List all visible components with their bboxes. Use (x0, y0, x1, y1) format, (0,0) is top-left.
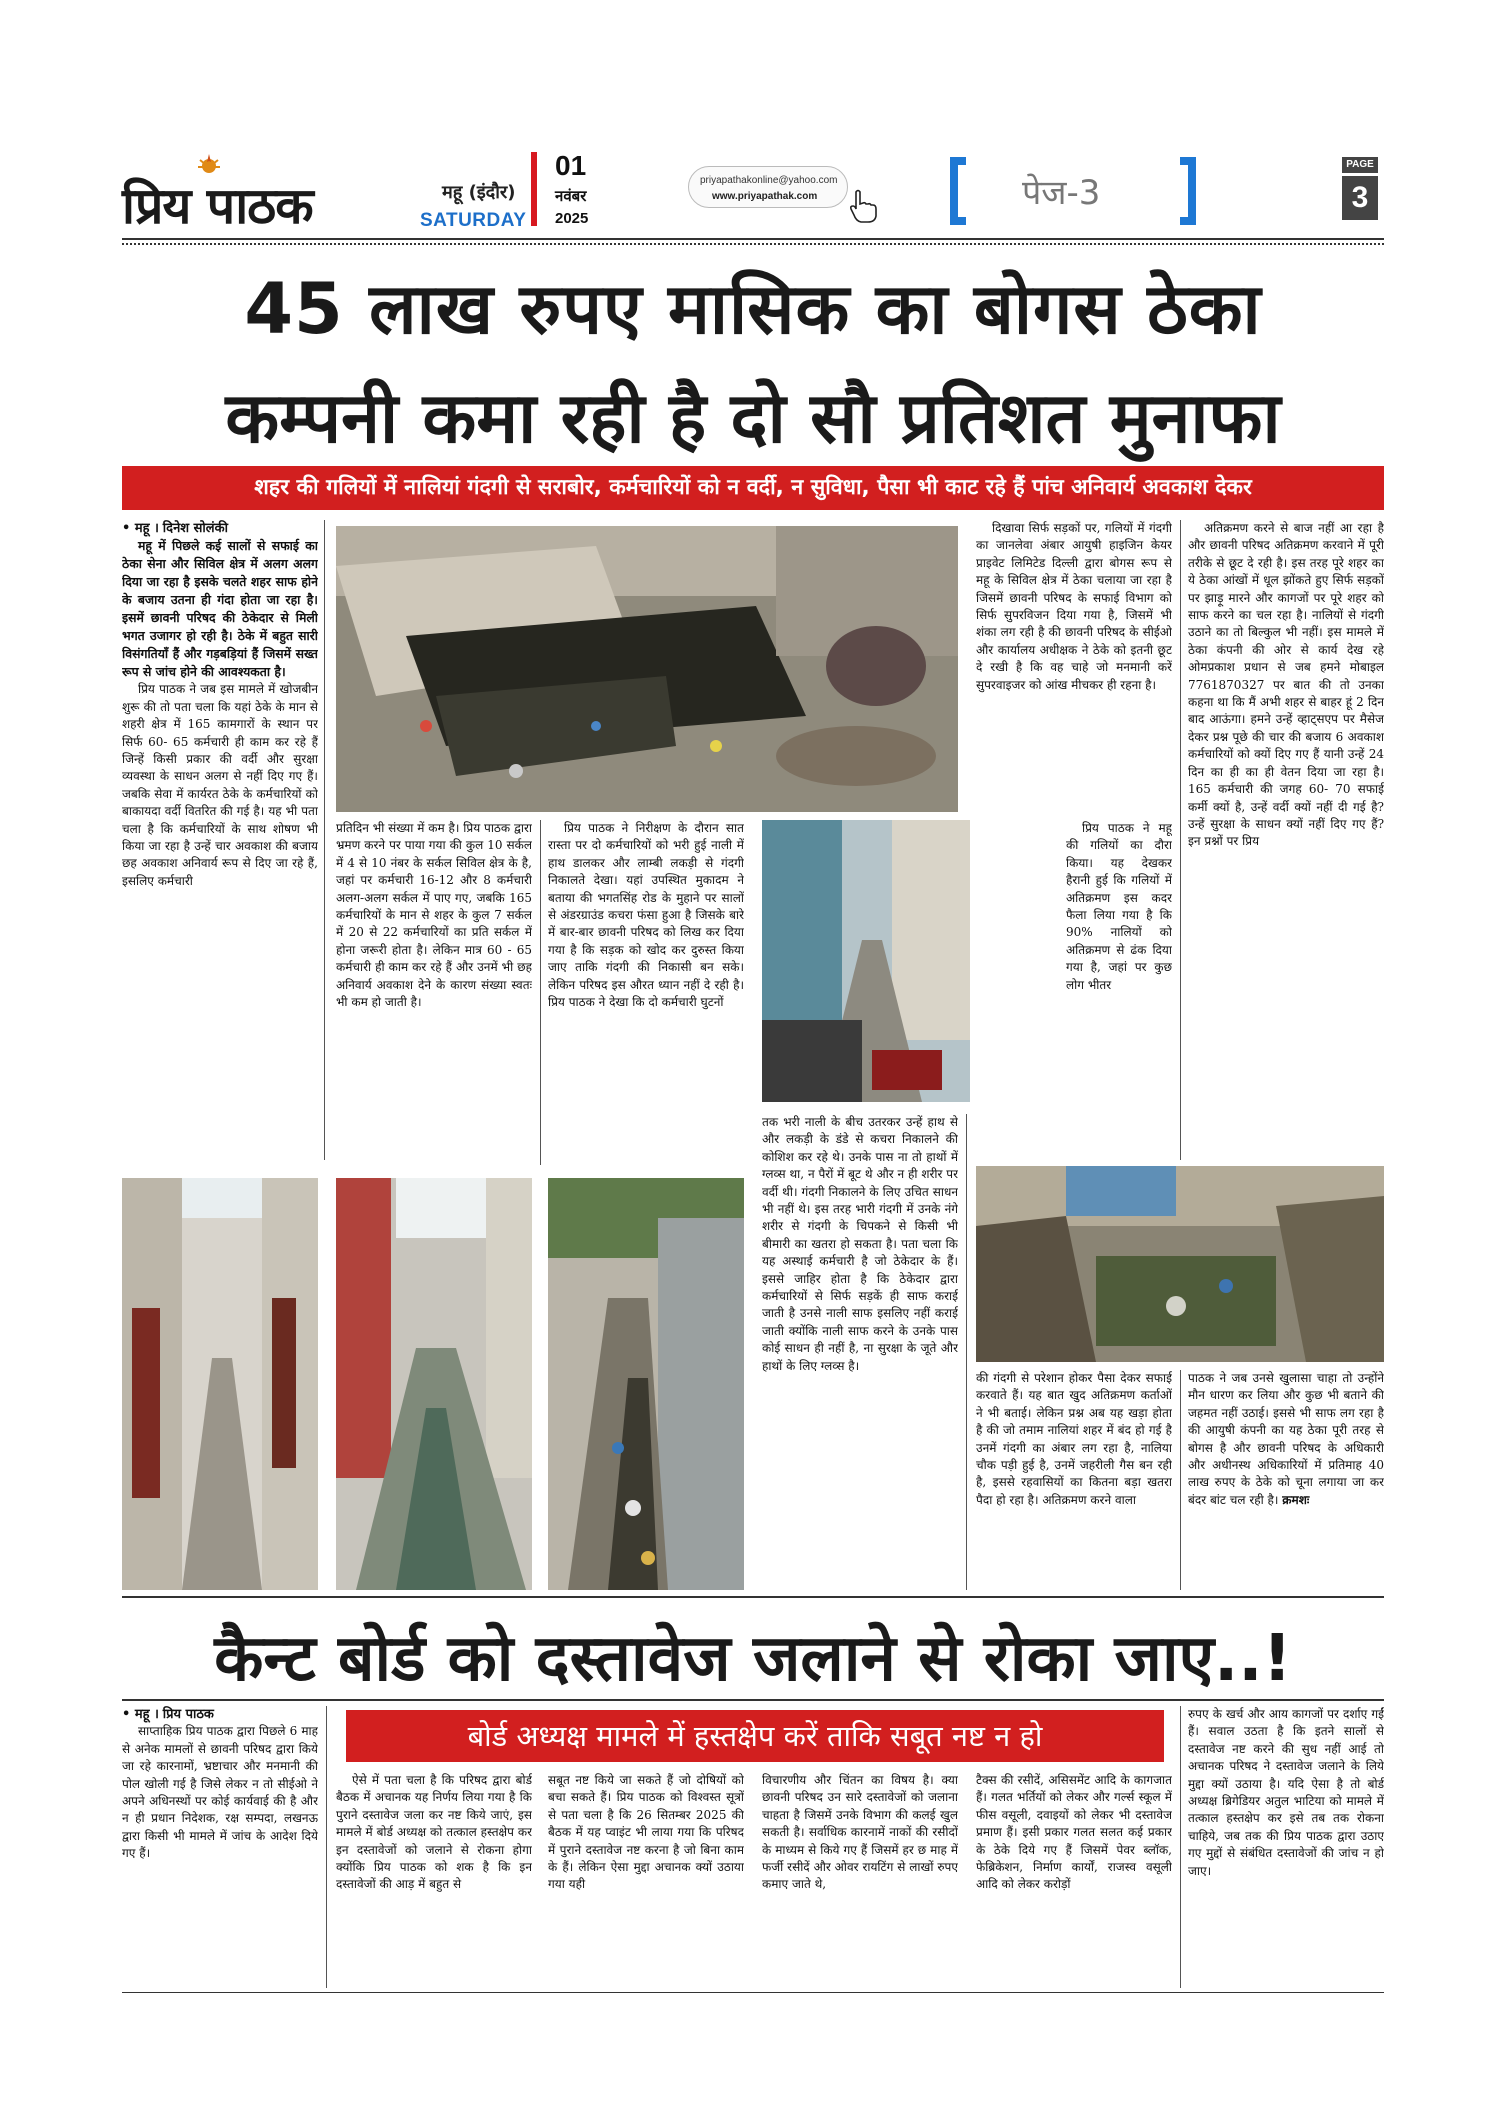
page-tab-number: 3 (1342, 176, 1378, 220)
edition-month: नवंबर (555, 187, 587, 205)
narrow-alley-photo (122, 1178, 318, 1590)
story1-lead: महू में पिछले कई सालों से सफाई का ठेका सेना और सिविल क्षेत्र में अलग अलग दिया जा रहा है इसके चलते शहर साफ होने के बजाय उतना ही गंदा होता जा रहा है। इसमें छावनी परिषद की ठेकेदार से मिली भगत उजागर हो रही है। ठेके में बहुत सारी विसंगतियाँ हैं और गड़बड़ियां हैं जिसमें सख्त रूप से जांच होने की आवश्यकता है। (122, 538, 318, 680)
masthead-rule (122, 238, 1384, 240)
story1-col4-narrow: प्रिय पाठक ने महू की गलियों का दौरा किया। यह देखकर हैरानी हुई कि गलियों में अतिक्रमण इस कदर फैला लिया गया है कि 90% नालियों को अतिक्रमण से ढंक दिया गया है, जहां पर कुछ लोग भीतर (1066, 821, 1172, 992)
story2-column-3 (548, 1772, 744, 1988)
continued-marker: क्रमशः (1282, 1492, 1310, 1507)
story2-column-2 (336, 1772, 532, 1988)
byline-place: • महू । (122, 1707, 159, 1722)
story1-col1-body: प्रिय पाठक ने जब इस मामले में खोजबीन शुरू की तो पता चला कि यहां ठेके के मान से शहरी क्षेत्र में 165 कामगारों के स्थान पर सिर्फ 60- 65 कर्मचारी ही काम कर रहे हैं जिन्हें किसी प्रकार की वर्दी और सुरक्षा व्यवस्था के साधन अलग से नहीं दिए गए हैं। जबकि सेवा में कार्यरत ठेके के कर्मचारियों को बाकायदा वर्दी वितरित की गई है। यह भी पता चला है कि कर्मचारियों के साथ शोषण भी किया जा रहा है उन्हें चार अवकाश की बजाय छह अवकाश अनिवार्य रूप से दिए जा रहे हैं, इसलिए कर्मचारी (122, 682, 318, 888)
story2-column-1 (122, 1706, 318, 1988)
pointing-hand-icon (846, 188, 880, 224)
column-rule (540, 820, 541, 1165)
edition-year: 2025 (555, 210, 589, 227)
page-bracket-right (1180, 157, 1196, 225)
section-rule (122, 1596, 1384, 1598)
page-bottom-rule (122, 1992, 1384, 1993)
story1-column-1 (122, 520, 318, 1160)
column-rule (1180, 1370, 1181, 1590)
column-rule (1180, 520, 1181, 1160)
story2-col5: टैक्स की रसीदें, असिसमेंट आदि के कागजात हैं। गलत भर्तियों को लेकर और गर्ल्स स्कूल में फीस वसूली, दवाइयों को लेकर भी दस्तावेज प्रमाण हैं। इसी प्रकार गलत सलत कई प्रकार के ठेके दिये गए हैं जिसमें पेवर ब्लॉक, फेब्रिकेशन, निर्माण कार्यों, राजस्व वसूली आदि को लेकर करोड़ों (976, 1773, 1172, 1892)
story1-col5-bottom-right: पाठक ने जब उनसे खुलासा चाहा तो उन्होंने मौन धारण कर लिया और कुछ भी बताने की जहमत नहीं उठाई। इससे भी साफ लग रहा है की आयुषी कंपनी का यह ठेका पूरी तरह से बोगस है और छावनी परिषद के अधिकारी और अधीनस्थ अधिकारियों में प्रतिमाह 40 लाख रुपए के ठेके को चूना लगाया जा कर बंदर बांट चल रही है। (1188, 1371, 1384, 1507)
story2-headline: कैन्ट बोर्ड को दस्तावेज जलाने से रोका जाए..! (214, 1622, 1292, 1696)
column-rule (1180, 1706, 1181, 1988)
story2-strapline: बोर्ड अध्यक्ष मामले में हस्तक्षेप करें ताकि सबूत नष्ट न हो (346, 1710, 1164, 1762)
story2-column-4 (762, 1772, 958, 1988)
page-name: पेज-3 (1022, 173, 1101, 213)
drain-cleaning-photo (336, 526, 958, 812)
story1-column-5-bottom-right (1188, 1370, 1384, 1590)
column-rule (324, 520, 325, 1160)
story2-col6: रुपए के खर्च और आय कागजों पर दर्शाए गईं हैं। सवाल उठता है कि इतने सालों से दस्तावेज नष्ट करने की सुध नहीं आई तो अचानक परिषद ने दस्तावेज जलाने के लिये मुद्दा क्यों उठाया है। यदि ऐसा है तो बोर्ड अध्यक्ष ब्रिगेडियर अतुल भाटिया को मामले में तत्काल हस्तक्षेप कर इसे तब तक रोकना चाहिये, जब तक की प्रिय पाठक द्वारा उठाए गए मुद्दों से संबंधित दस्तावेजों की जांच न हो जाए। (1188, 1707, 1384, 1878)
story2-col4: विचारणीय और चिंतन का विषय है। क्या छावनी परिषद उन सारे दस्तावेजों को जलाना चाहता है जिसमें उनके विभाग की कलई खुल सकती है। सर्वाधिक कारनामें नाकों की रसीदों के माध्यम से किये गए हैं जिसमें हर छ माह में फर्जी रसीदें और ओवर रायटिंग से लाखों रुपए कमाए जाते थे, (762, 1773, 958, 1892)
story1-col4-mid: तक भरी नाली के बीच उतरकर उन्हें हाथ से और लकड़ी के डंडे से कचरा निकालने की कोशिश कर रहे थे। उनके पास ना तो हाथों में ग्लव्स था, न पैरों में बूट थे और न ही शरीर पर वर्दी थी। गंदगी निकालने के लिए उचित साधन भी नहीं थे। इस तरह भारी गंदगी में उनके नंगे शरीर से गंदगी के चिपकने से किसी भी बीमारी का खतरा हो सकता है। पता चला कि यह अस्थाई कर्मचारी है जो ठेकेदार के हैं। इससे जाहिर होता है कि ठेकेदार द्वारा कर्मचारियों से सिर्फ सड़कें ही साफ कराई जाती है उनसे नाली साफ इसलिए नहीं कराई जाती क्योंकि नाली साफ करने के उनके पास कोई साधन ही नहीं है, ना सुरक्षा के जूते और हाथों के लिए ग्लव्स है। (762, 1115, 958, 1373)
garbage-drain-alley-photo (548, 1178, 744, 1590)
story2-column-6 (1188, 1706, 1384, 1988)
edition-weekday: SATURDAY (420, 210, 527, 231)
story1-col5-bottom-left: की गंदगी से परेशान होकर पैसा देकर सफाई करवाते हैं। यह बात खुद अतिक्रमण कर्ताओं ने भी बताई। लेकिन प्रश्न अब यह खड़ा होता है की जो तमाम नालियां शहर में बंद हो गई है उनमें गंदगी का अंबार लग रहा है, नालिया चौक पड़ी हुई है, उनमें जहरीली गैस बन रही है, इससे रहवासियों का कितना बड़ा खतरा पैदा हो रहा है। अतिक्रमण करने वाला (976, 1371, 1172, 1507)
section-rule (122, 1699, 1384, 1701)
story2-column-5 (976, 1772, 1172, 1988)
story1-col5-top: अतिक्रमण करने से बाज नहीं आ रहा है और छावनी परिषद अतिक्रमण करवाने में पूरी तरीके से छूट दे रही है। इस तरह पूरे शहर का ये ठेका आंखों में धूल झोंकते हुए सिर्फ सड़कों पर झाड़ू मारने और कागजों पर पूरे शहर को साफ करने का चल रहा है। नालियों से गंदगी उठाने का तो बिल्कुल भी नहीं। इस मामले में ठेका कंपनी की ओर से कार्य देख रहे ओमप्रकाश प्रधान से जब हमने मोबाइल 7761870327 पर बात की तो उनका कहना था कि मैं अभी शहर से बाहर हूं 2 दिन बाद आऊंगा। हमने उन्हें व्हाट्सएप पर मैसेज देकर प्रश्न पूछे की चार की बजाय 6 अवकाश कर्मचारियों को क्यों दिए गए हैं यानी उन्हें 24 दिन का ही का ही वेतन दिया जा रहा है। 165 कर्मचारी की जगह 60- 70 सफाई कर्मी क्यों है, उन्हें वर्दी क्यों नहीं दी गई है? उन्हें सुरक्षा के साधन क्यों नहीं दिए गए हैं? इन प्रश्नों पर प्रिय (1188, 521, 1384, 849)
byline-author: दिनेश सोलंकी (162, 521, 228, 536)
contact-email[interactable]: priyapathakonline@yahoo.com (700, 175, 838, 186)
story1-strapline: शहर की गलियों में नालियां गंदगी से सराबोर, कर्मचारियों को न वर्दी, न सुविधा, पैसा भी काट रहे हैं पांच अनिवार्य अवकाश देकर (122, 466, 1384, 510)
story1-col2-body: प्रतिदिन भी संख्या में कम है। प्रिय पाठक द्वारा भ्रमण करने पर पाया गया की कुल 10 सर्कल में 4 से 10 नंबर के सर्कल सिविल क्षेत्र के है, जहां पर कर्मचारी 16-12 और 8 कर्मचारी अलग-अलग सर्कल में पाए गए, जबकि 165 कर्मचारियों के मान से शहर के कुल 7 सर्कल में 20 से 22 कर्मचारियों का प्रति सर्कल में होना जरूरी होता है। लेकिन मात्र 60 - 65 कर्मचारी ही काम कर रहे हैं और उनमें भी छह अनिवार्य अवकाश देने के कारण संख्या स्वतः भी कम हो जाती है। (336, 821, 532, 1010)
story2-col3: सबूत नष्ट किये जा सकते हैं जो दोषियों को बचा सकते हैं। प्रिय पाठक को विश्वस्त सूत्रों से पता चला है कि 26 सितम्बर 2025 की बैठक में यह प्वाइंट भी लाया गया कि परिषद में पुराने दस्तावेज नष्ट करना है जो बिना काम के हैं। लेकिन ऐसा मुद्दा अचानक क्यों उठाया गया यही (548, 1773, 744, 1892)
story1-column-5-bottom-left (976, 1370, 1172, 1590)
story1-column-2 (336, 820, 532, 1165)
column-rule (966, 1114, 967, 1590)
story1-column-3 (548, 820, 744, 1165)
contact-website[interactable]: www.priyapathak.com (712, 191, 818, 202)
story1-headline-line1: 45 लाख रुपए मासिक का बोगस ठेका (244, 268, 1262, 350)
masthead-logo (122, 160, 372, 236)
masthead-dotted-rule (122, 243, 1384, 245)
page-tab-label: PAGE (1342, 157, 1378, 173)
page-bracket-left (950, 157, 966, 225)
byline-place: • महू । (122, 521, 159, 536)
edition-city: महू (इंदौर) (442, 182, 516, 203)
story2-col2: ऐसे में पता चला है कि परिषद द्वारा बोर्ड बैठक में अचानक यह निर्णय लिया गया है कि पुराने दस्तावेज जला कर नष्ट किये जाएं, इस मामले में बोर्ड अध्यक्ष को तत्काल हस्तक्षेप कर इन दस्तावेजों को जलाने से रोकना होगा क्योंकि प्रिय पाठक को शक है कि इन दस्तावेजों की आड़ में बहुत से (336, 1773, 532, 1892)
byline-author: प्रिय पाठक (162, 1707, 214, 1722)
date-divider (531, 152, 537, 226)
story1-column-4-middle (762, 1114, 958, 1590)
edition-day: 01 (555, 150, 587, 181)
story2-col1: साप्ताहिक प्रिय पाठक द्वारा पिछले 6 माह से अनेक मामलों से छावनी परिषद द्वारा किये जा रहे कारनामों, भ्रष्टाचार और मनमानी की पोल खोली गई है जिसे लेकर न तो सीईओ ने अपने अधिनस्थों पर कोई कार्यवाई की है और न ही प्रधान निदेशक, रक्ष सम्पदा, लखनऊ द्वारा किसी भी मामले में जांच के आदेश दिये गए हैं। (122, 1724, 318, 1861)
broken-drain-photo (976, 1166, 1384, 1362)
story1-column-5-top (1188, 520, 1384, 1160)
story1-headline-line2: कम्पनी कमा रही है दो सौ प्रतिशत मुनाफा (225, 377, 1281, 459)
waterlogged-alley-photo (336, 1178, 532, 1590)
encroached-lane-photo (762, 820, 970, 1102)
story1-column-4-narrow (1066, 820, 1172, 1108)
story1-col3-body: प्रिय पाठक ने निरीक्षण के दौरान सात रास्ता पर दो कर्मचारियों को भरी हुई नाली में हाथ डालकर और लाम्बी लकड़ी से गंदगी निकालते देखा। यहां उपस्थित मुकादम ने बताया की भगतसिंह रोड के मुहाने पर सालों से अंडरग्राउंड कचरा फंसा हुआ है जिसके बारे में बार-बार छावनी परिषद को लिख कर दिया गया है कि सड़क को खोद कर दुरुस्त किया जाए ताकि गंदगी की निकासी बन सके। लेकिन परिषद इस औरत ध्यान नहीं दे रही है। प्रिय पाठक ने देखा कि दो कर्मचारी घुटनों (548, 821, 744, 1010)
column-rule (326, 1706, 327, 1988)
logo-wordmark: प्रिय पाठक (122, 177, 313, 235)
story1-column-4-top (976, 520, 1172, 815)
story1-col4-top: दिखावा सिर्फ सड़कों पर, गलियों में गंदगी का जानलेवा अंबार आयुषी हाइजिन केयर प्राइवेट लिमिटेड दिल्ली द्वारा बोगस रूप से महू के सिविल क्षेत्र में ठेका चलाया जा रहा है जिसमें छावनी परिषद के सफाई विभाग को सिर्फ सुपरविजन दिया गया है, जिसमें भी शंका लग रही है की छावनी परिषद के सीईओ और कार्यालय अधीक्षक ने ठेके को इतनी छूट दे रखी है कि वह चाहे जो मनमानी करें सुपरवाइजर को आंख मीचकर ही रहना है। (976, 521, 1172, 692)
